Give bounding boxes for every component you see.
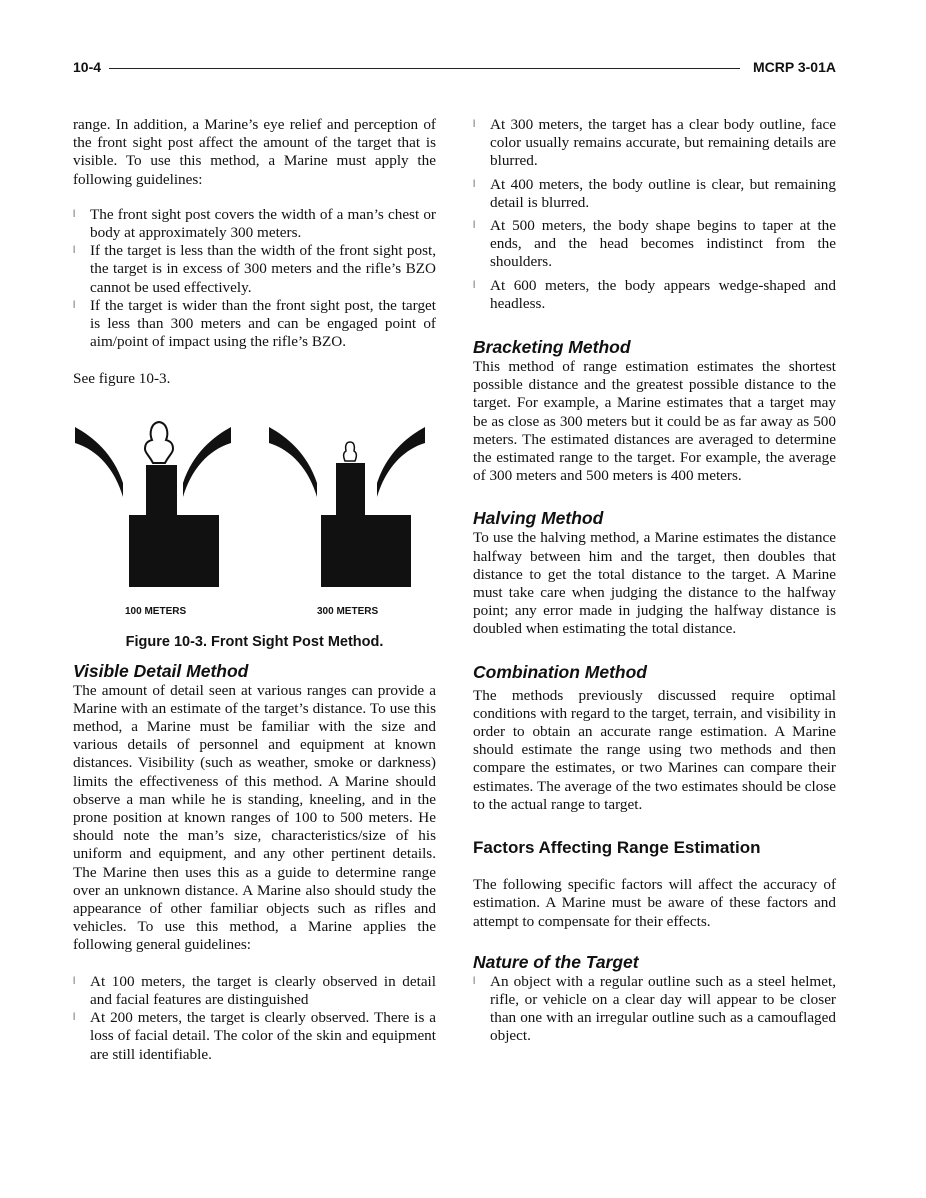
bullet-icon: l: [473, 975, 476, 987]
visible-detail-heading: Visible Detail Method: [73, 660, 249, 681]
page-number: 10-4: [73, 59, 102, 75]
page-header: [73, 59, 836, 79]
list-item: l At 400 meters, the body outline is clear, but remaining detail is blurred.: [473, 175, 836, 211]
sight-picture-300-meters: [269, 427, 425, 587]
header-rule: [109, 68, 740, 69]
right-column: [473, 116, 836, 1046]
sight-picture-100-meters: [75, 422, 231, 587]
bullet-icon: l: [473, 279, 476, 291]
bullet-icon: l: [473, 178, 476, 190]
intro-paragraph: range. In addition, a Marine’s eye relief and perception of the front sight post affect the amount of the target that is visible. To use this method, a Marine must apply the following guidelines:: [73, 116, 436, 188]
figure-caption: Figure 10-3. Front Sight Post Method.: [125, 633, 384, 650]
bullet-icon: l: [73, 245, 76, 257]
combination-paragraph: The methods previously discussed require optimal conditions with regard to the target, terrain, and visibility in order to obtain an accurate range estimation. A Marine should estimate the range using two methods and then compare the estimates, or two Marines can compare their estimates. The average of the two estimates should be close to the actual range to target.: [473, 686, 836, 813]
list-item: l At 100 meters, the target is clearly observed in detail and facial features are distinguished: [73, 972, 436, 1008]
nature-list: [473, 973, 836, 1046]
range-detail-list: [473, 116, 836, 313]
list-item: l At 500 meters, the body shape begins to taper at the ends, and the head becomes indistinct from the shoulders.: [473, 217, 836, 271]
bullet-icon: l: [73, 208, 76, 220]
front-sight-post-illustration: [73, 415, 436, 625]
bullet-icon: l: [73, 299, 76, 311]
bullet-icon: l: [73, 975, 76, 987]
bracketing-paragraph: This method of range estimation estimates the shortest possible distance and the greatest possible distance to the target. For example, a Marine estimates that a target may be as close as 300 meters but it could be as far away as 500 meters. The estimated distances are averaged to determine the estimated range to the target. For example, the average of 300 meters and 500 meters is 400 meters.: [473, 358, 836, 485]
left-column: [73, 116, 436, 1064]
visible-detail-paragraph: The amount of detail seen at various ranges can provide a Marine with an estimate of the target’s distance. To use this method, a Marine must be familiar with the size and various details of personnel and equipment at known distances. Visibility (such as weather, smoke or darkness) limits the effectiveness of this method. A Marine should observe a man while he is standing, kneeling, and in the prone position at known ranges of 100 to 500 meters. He should note the man’s size, characteristics/size of his uniform and equipment, and any other pertinent details. The Marine then uses this as a guide to determine range over an unknown distance. A Marine also should study the appearance of other familiar objects such as rifles and vehicles. To use this method, a Marine applies the following general guidelines:: [73, 681, 436, 954]
list-item: l An object with a regular outline such as a steel helmet, rifle, or vehicle on a clear day will appear to be closer than one with an irregular outline such as a camouflaged object.: [473, 972, 836, 1045]
figure-label-300-meters: 300 METERS: [317, 605, 379, 617]
list-item: l At 200 meters, the target is clearly observed. There is a loss of facial detail. The color of the skin and equipment are still identifiable.: [73, 1009, 436, 1063]
front-sight-guidelines: [73, 206, 436, 352]
list-item: l The front sight post covers the width of a man’s chest or body at approximately 300 meters.: [73, 205, 436, 242]
publication-id: MCRP 3-01A: [753, 59, 836, 75]
list-item: l If the target is less than the width of the front sight post, the target is in excess of 300 meters and the rifle’s BZO cannot be used effectively.: [73, 242, 436, 296]
figure-label-100-meters: 100 METERS: [125, 605, 187, 617]
factors-heading: Factors Affecting Range Estimation: [473, 838, 761, 858]
bullet-icon: l: [73, 1012, 76, 1024]
see-figure-text: See figure 10-3.: [73, 370, 171, 388]
bullet-icon: l: [473, 119, 476, 130]
list-item: l If the target is wider than the front sight post, the target is less than 300 meters and can be engaged point of aim/point of impact using the rifle’s BZO.: [73, 296, 436, 351]
list-item: l At 300 meters, the target has a clear body outline, face color usually remains accurate, but remaining details are blurred.: [473, 116, 836, 170]
combination-heading: Combination Method: [473, 661, 648, 682]
bracketing-heading: Bracketing Method: [473, 337, 631, 358]
halving-paragraph: To use the halving method, a Marine estimates the distance halfway between him and the target, then doubles that distance to get the total distance to the target. A Marine must take care when judging the distance to the halfway point; any error made in judging the halfway distance is doubled when estimating the total distance.: [473, 529, 836, 638]
nature-heading: Nature of the Target: [473, 951, 639, 972]
bullet-icon: l: [473, 220, 476, 232]
visible-detail-list: [73, 973, 436, 1064]
list-item: l At 600 meters, the body appears wedge-shaped and headless.: [473, 276, 836, 312]
front-sight-figure: [73, 415, 436, 625]
halving-heading: Halving Method: [473, 508, 604, 529]
factors-paragraph: The following specific factors will affect the accuracy of estimation. A Marine must be aware of these factors and attempt to compensate for their effects.: [473, 876, 836, 930]
